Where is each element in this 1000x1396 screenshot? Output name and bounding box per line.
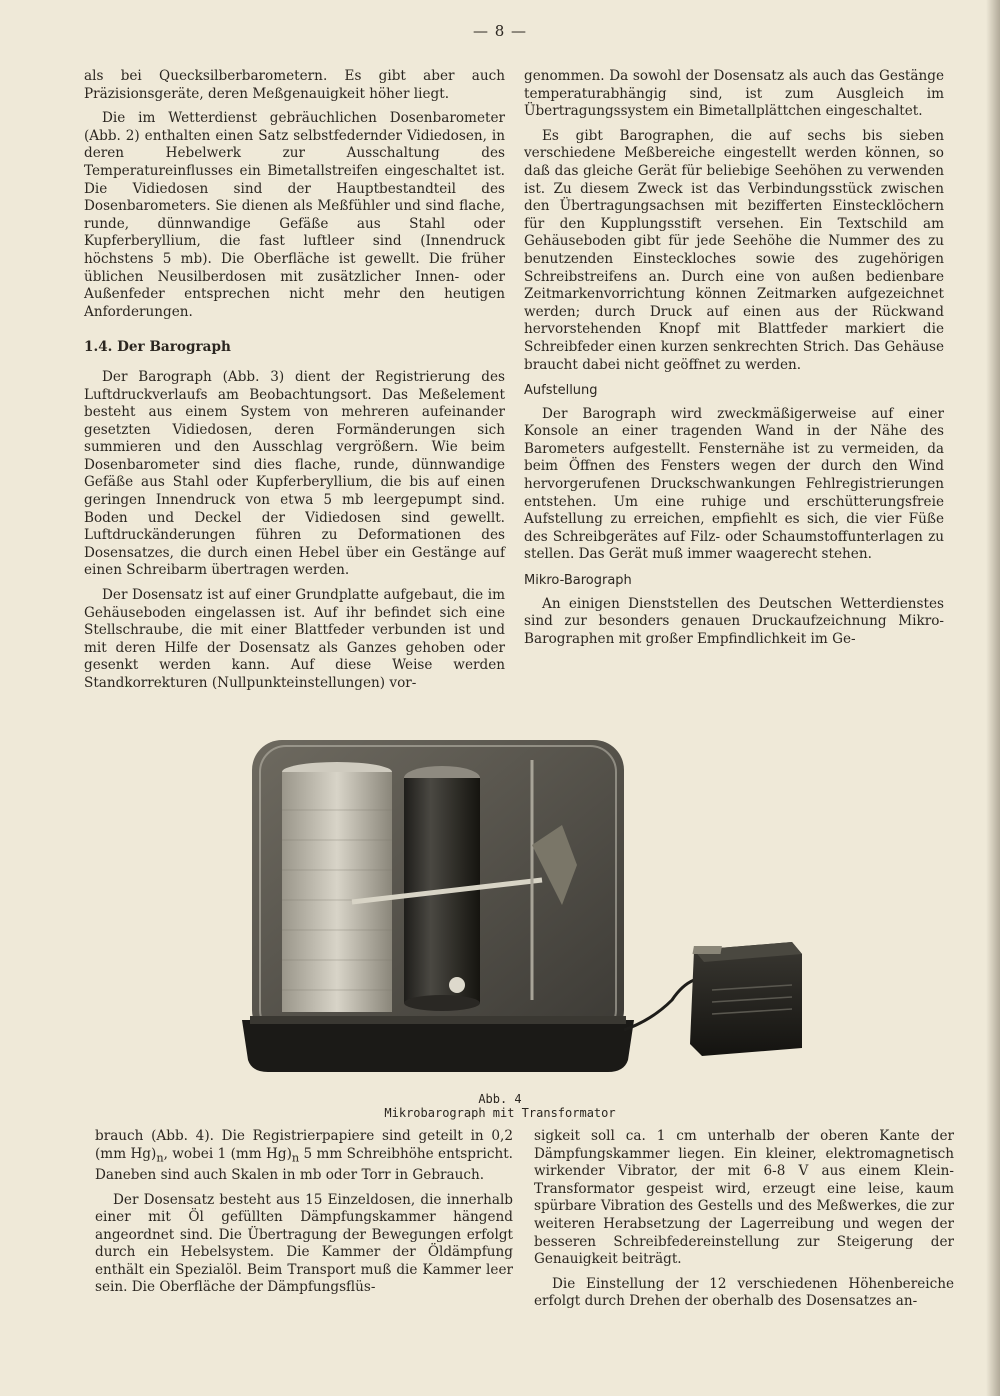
section-title: 1.4. Der Barograph	[84, 339, 231, 356]
paragraph: Die Einstellung der 12 verschiedenen Höhenbereiche erfolgt durch Drehen der oberhalb des Dosensatzes an-	[534, 1275, 954, 1310]
paragraph: sigkeit soll ca. 1 cm unterhalb der oberen Kante der Dämpfungskammer liegen. Ein kleiner, elektromagnetisch wirkender Vibrator, der mit 6-8 V aus einem Klein-Transformator gespeist wird, erzeugt eine leise, kaum spürbare Vibration des Gestells und des Meßwerkes, die zur weiteren Herabsetzung der Lagerreibung und wegen der besseren Schreibfedereinstellung zur Steigerung der Genauigkeit beiträgt.	[534, 1128, 954, 1268]
subheading-mikro-barograph: Mikro-Barograph	[524, 573, 632, 589]
left-column	[84, 68, 505, 700]
paragraph: An einigen Dienststellen des Deutschen Wetterdienstes sind zur besonders genauen Druckaufzeichnung Mikro-Barographen mit großer Empfindlichkeit im Ge-	[524, 595, 944, 647]
bottom-left-column	[95, 1128, 513, 1304]
adjust-knob	[449, 977, 465, 993]
power-cable	[624, 980, 694, 1030]
bottom-right-column	[534, 1128, 954, 1318]
subscript: n	[291, 1150, 300, 1165]
paragraph: als bei Quecksilberbarometern. Es gibt aber auch Präzisionsgeräte, deren Meßgenauigkeit höher liegt.	[84, 68, 505, 102]
paragraph: Es gibt Barographen, die auf sechs bis sieben verschiedene Meßbereiche eingestellt werden können, so daß das gleiche Gerät für beliebige Seehöhen zu verwenden ist. Zu diesem Zweck ist das Verbindungsstück zwischen den Übertragungsachsen mit bezifferten Einstecklöchern für den Kupplungsstift versehen. Ein Textschild am Gehäuseboden gibt für jede Seehöhe die Nummer des zu benutzenden Einsteckloches sowie des zugehörigen Schreibstreifens an. Durch eine von außen bedienbare Zeitmarkenvorrichtung können Zeitmarken aufgezeichnet werden; durch Druck auf einen aus der Rückwand hervorstehenden Knopf mit Blattfeder markiert die Schreibfeder einen kurzen senkrechten Strich. Das Gehäuse braucht dabei nicht geöffnet zu werden.	[524, 127, 944, 373]
subscript: n	[156, 1150, 164, 1165]
paragraph: Der Barograph wird zweckmäßigerweise auf einer Konsole an einer tragenden Wand in der Nähe des Barometers aufgestellt. Fensternähe ist zu vermeiden, da beim Öffnen des Fensters wegen der durch den Wind hervorgerufenen Druckschwankungen Fehlregistrierungen entstehen. Um eine ruhige und erschütterungsfreie Aufstellung zu erreichen, empfiehlt es sich, die vier Füße des Schreibgerätes auf Filz- oder Schaumstoffunterlagen zu stellen. Das Gerät muß immer waagerecht stehen.	[524, 405, 944, 563]
paragraph: Der Dosensatz besteht aus 15 Einzeldosen, die innerhalb einer mit Öl gefüllten Dämpfungskammer hängend angeordnet sind. Die Übertragung der Bewegungen erfolgt durch ein Hebelsystem. Die Kammer der Öldämpfung enthält ein Spezialöl. Beim Transport muß die Kammer leer sein. Die Oberfläche der Dämpfungsflüs-	[95, 1191, 513, 1296]
barograph-base	[242, 1020, 634, 1072]
recording-drum	[282, 772, 392, 1012]
text-run: , wobei 1 (mm Hg)	[163, 1145, 292, 1162]
paragraph: genommen. Da sowohl der Dosensatz als auch das Gestänge temperaturabhängig sind, ist zum Ausgleich im Übertragungssystem ein Bimetallplättchen eingeschaltet.	[524, 68, 944, 120]
paragraph: Der Barograph (Abb. 3) dient der Registrierung des Luftdruckverlaufs am Beobachtungsort. Das Meßelement besteht aus einem System von mehreren aufeinander gesetzten Vidiedosen, deren Formänderungen sich summieren und den Ausschlag vergrößern. Wie beim Dosenbarometer sind dies flache, runde, dünnwandige Gefäße aus Stahl oder Kupferberyllium, die bis auf einen geringen Innendruck von etwa 5 mb leergepumpt sind. Boden und Deckel der Vidiedosen sind gewellt. Luftdruckänderungen führen zu Deformationen des Dosensatzes, die durch einen Hebel über ein Gestänge auf einen Schreibarm übertragen werden.	[84, 368, 505, 579]
barograph-photo	[232, 730, 822, 1090]
subheading-aufstellung: Aufstellung	[524, 383, 598, 399]
figure-caption: Mikrobarograph mit Transformator	[384, 1106, 616, 1120]
text-run: brauch (Abb. 4). Die Registrierpapiere sind geteilt in 0,2 (mm Hg)	[95, 1128, 513, 1162]
figure-label: Abb. 4	[478, 1092, 522, 1106]
text-run: 5 mm Schreibhöhe entspricht. Daneben sind auch Skalen in mb oder Torr in Gebrauch.	[95, 1145, 513, 1183]
right-column	[524, 68, 944, 655]
transformer-label-plate	[693, 946, 722, 954]
page-edge-shadow	[986, 0, 1000, 1396]
page-number: — 8 —	[472, 22, 528, 40]
paragraph	[95, 1128, 513, 1185]
paragraph: Der Dosensatz ist auf einer Grundplatte aufgebaut, die im Gehäuseboden eingelassen ist. Auf ihr befindet sich eine Stellschraube, die mit einer Blattfeder verbunden ist und mit deren Hilfe der Dosensatz als Ganzes gehoben oder gesenkt werden kann. Auf diese Weise werden Standkorrekturen (Nullpunkteinstellungen) vor-	[84, 587, 505, 691]
paragraph: Die im Wetterdienst gebräuchlichen Dosenbarometer (Abb. 2) enthalten einen Satz selbstfedernder Vidiedosen, in deren Hebelwerk zur Ausschaltung des Temperatureinflusses ein Bimetallstreifen eingeschaltet ist. Die Vidiedosen sind der Hauptbestandteil des Dosenbarometers. Sie dienen als Meßfühler und sind flache, runde, dünnwandige Gefäße aus Stahl oder Kupferberyllium, die fast luftleer sind (Innendruck höchstens 5 mb). Die Oberfläche ist gewellt. Die früher üblichen Neusilberdosen mit zusätzlicher Innen- oder Außenfeder entsprechen nicht mehr den heutigen Anforderungen.	[84, 110, 505, 320]
barograph-illustration	[232, 730, 822, 1090]
